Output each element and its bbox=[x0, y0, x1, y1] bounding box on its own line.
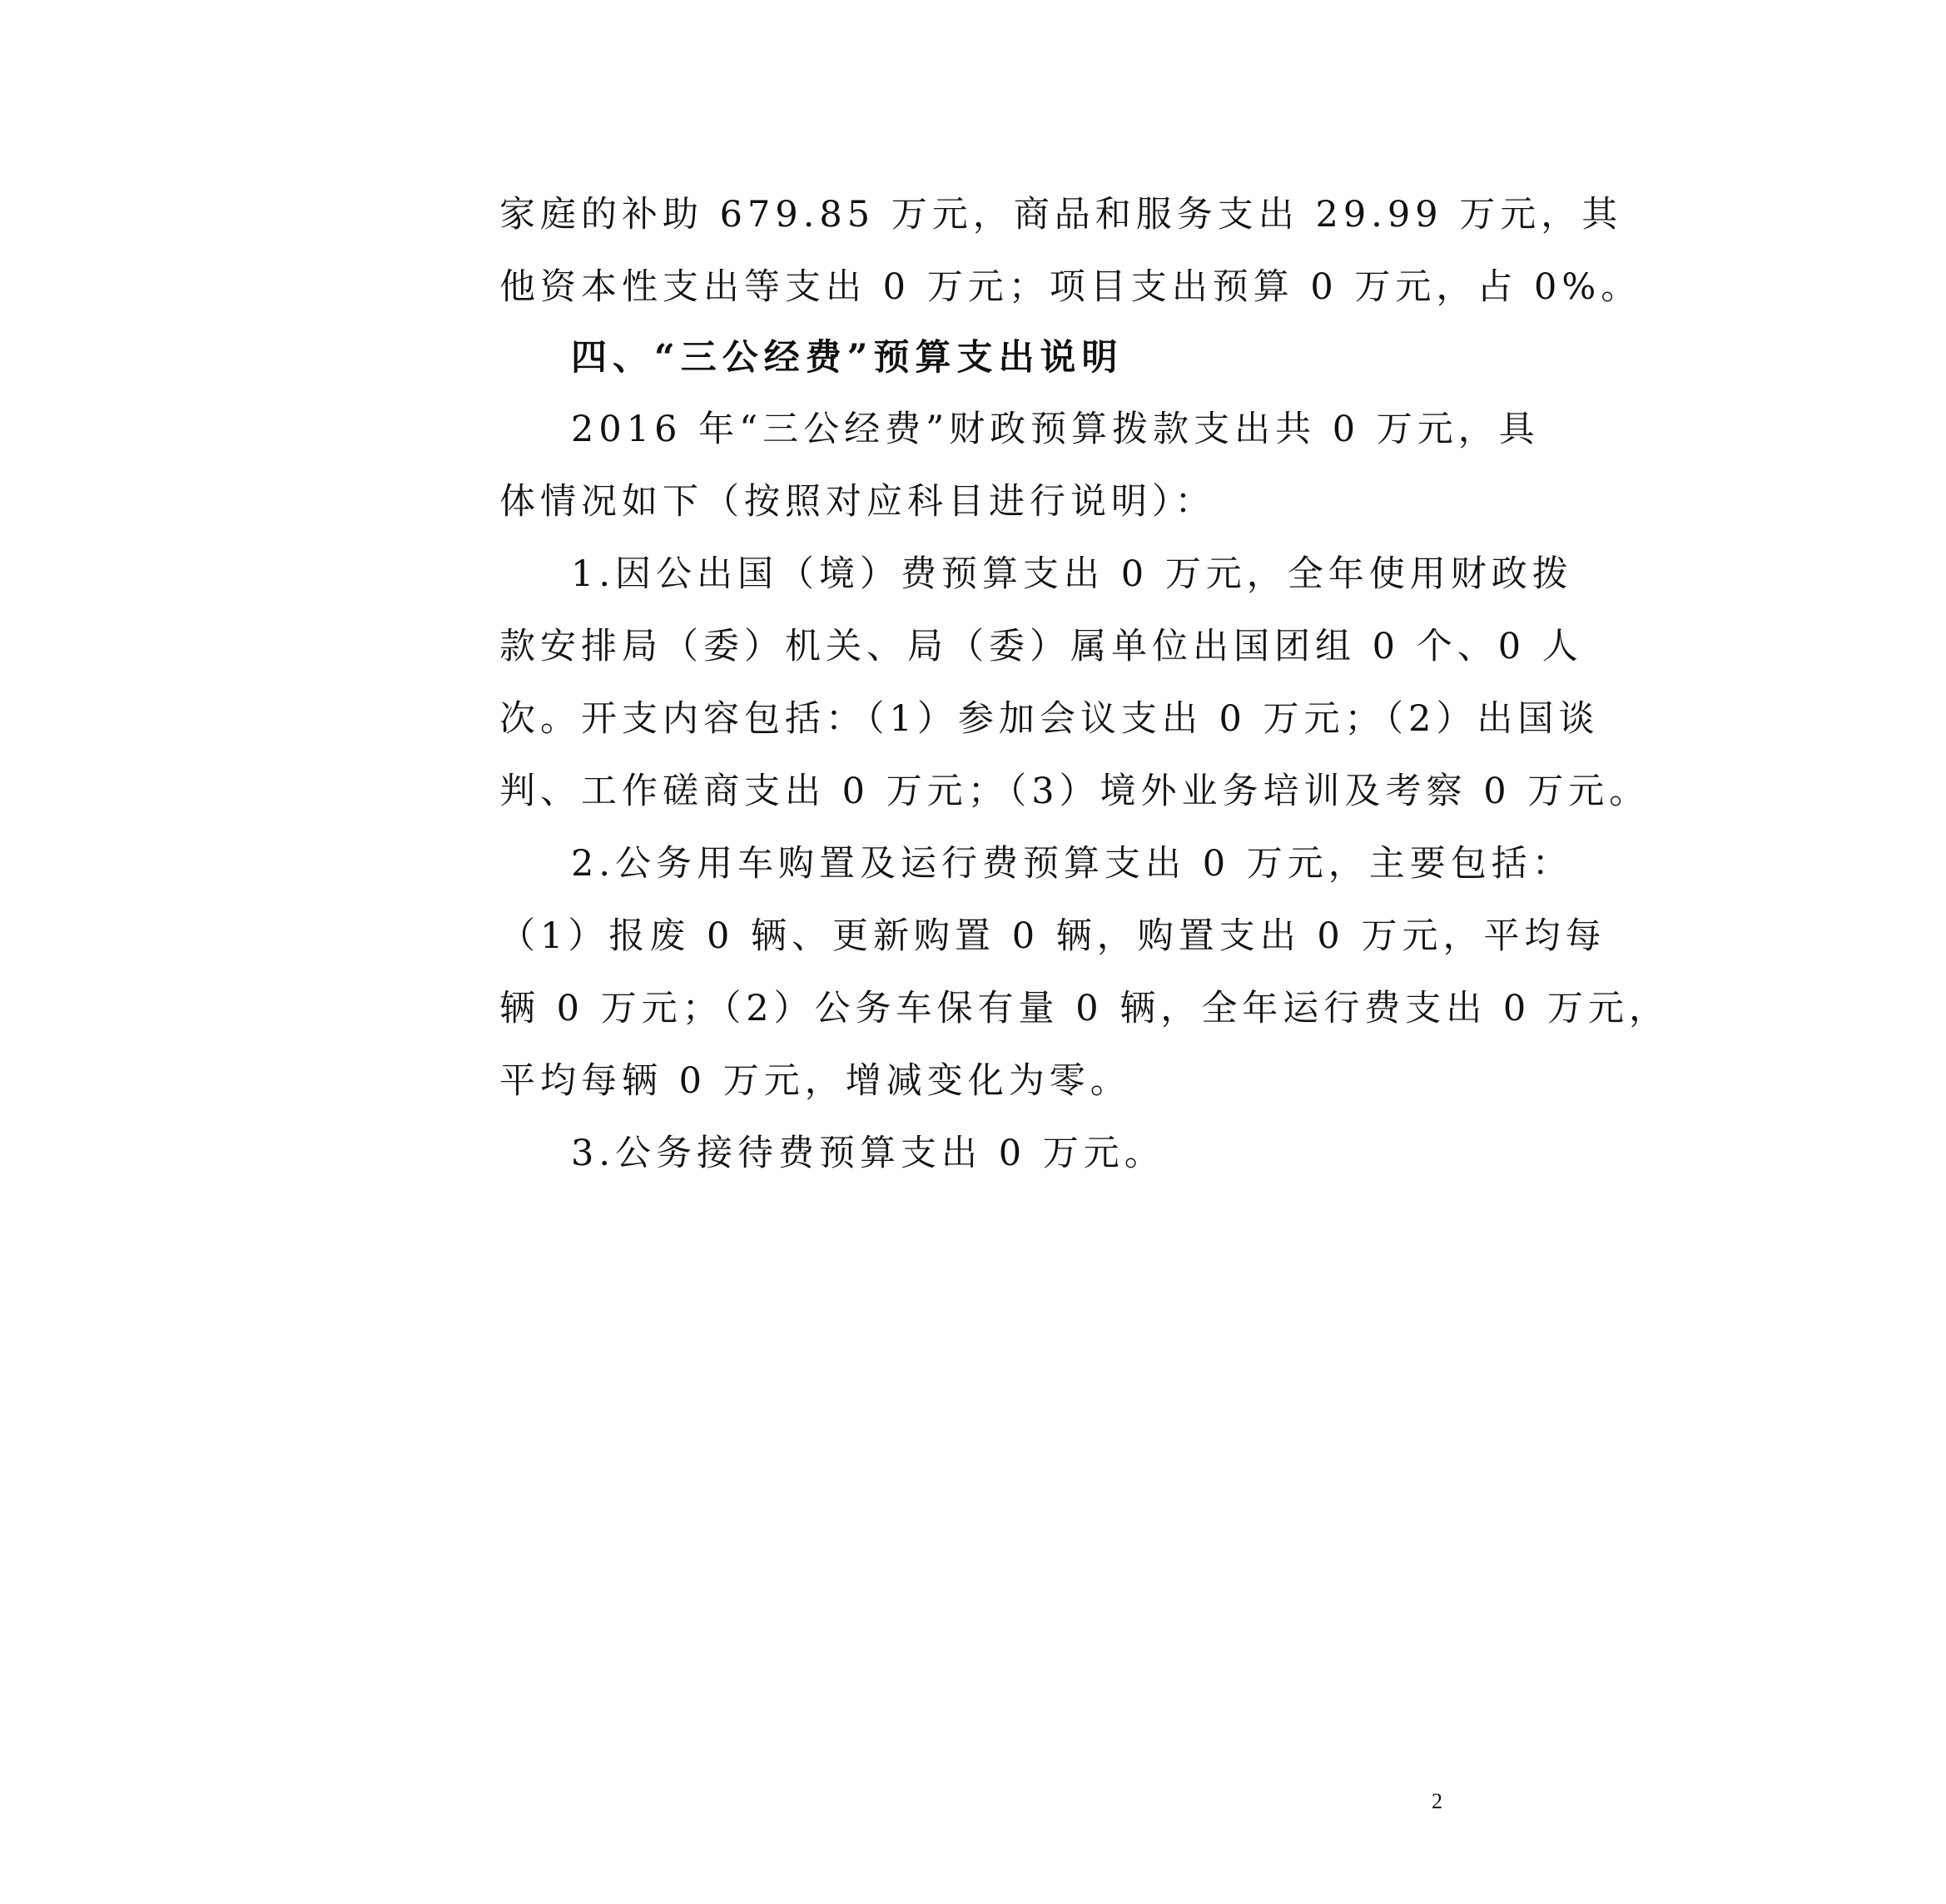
paragraph-line: 次。开支内容包括：（1）参加会议支出 0 万元；（2）出国谈 bbox=[499, 698, 1600, 740]
paragraph-line: 家庭的补助 679.85 万元，商品和服务支出 29.99 万元，其 bbox=[499, 194, 1623, 236]
section-heading: 四、“三公经费”预算支出说明 bbox=[571, 337, 1124, 379]
paragraph-line: 体情况如下（按照对应科目进行说明）： bbox=[499, 481, 1216, 523]
paragraph-line: 判、工作磋商支出 0 万元；（3）境外业务培训及考察 0 万元。 bbox=[499, 771, 1651, 812]
paragraph-line: 他资本性支出等支出 0 万元；项目支出预算 0 万元，占 0%。 bbox=[499, 266, 1642, 308]
paragraph-line: 2.公务用车购置及运行费预算支出 0 万元，主要包括： bbox=[571, 843, 1573, 885]
paragraph-line: 辆 0 万元；（2）公务车保有量 0 辆，全年运行费支出 0 万元， bbox=[499, 988, 1670, 1029]
page-number: 2 bbox=[1432, 1789, 1442, 1813]
paragraph-line: （1）报废 0 辆、更新购置 0 辆，购置支出 0 万元，平均每 bbox=[499, 915, 1606, 957]
paragraph-line: 平均每辆 0 万元，增减变化为零。 bbox=[499, 1060, 1131, 1102]
paragraph-line: 1.因公出国（境）费预算支出 0 万元，全年使用财政拨 bbox=[571, 553, 1573, 595]
paragraph-line: 3.公务接待费预算支出 0 万元。 bbox=[571, 1133, 1165, 1174]
paragraph-line: 款安排局（委）机关、局（委）属单位出国团组 0 个、0 人 bbox=[499, 626, 1583, 667]
paragraph-line: 2016 年“三公经费”财政预算拨款支出共 0 万元，具 bbox=[571, 409, 1540, 450]
